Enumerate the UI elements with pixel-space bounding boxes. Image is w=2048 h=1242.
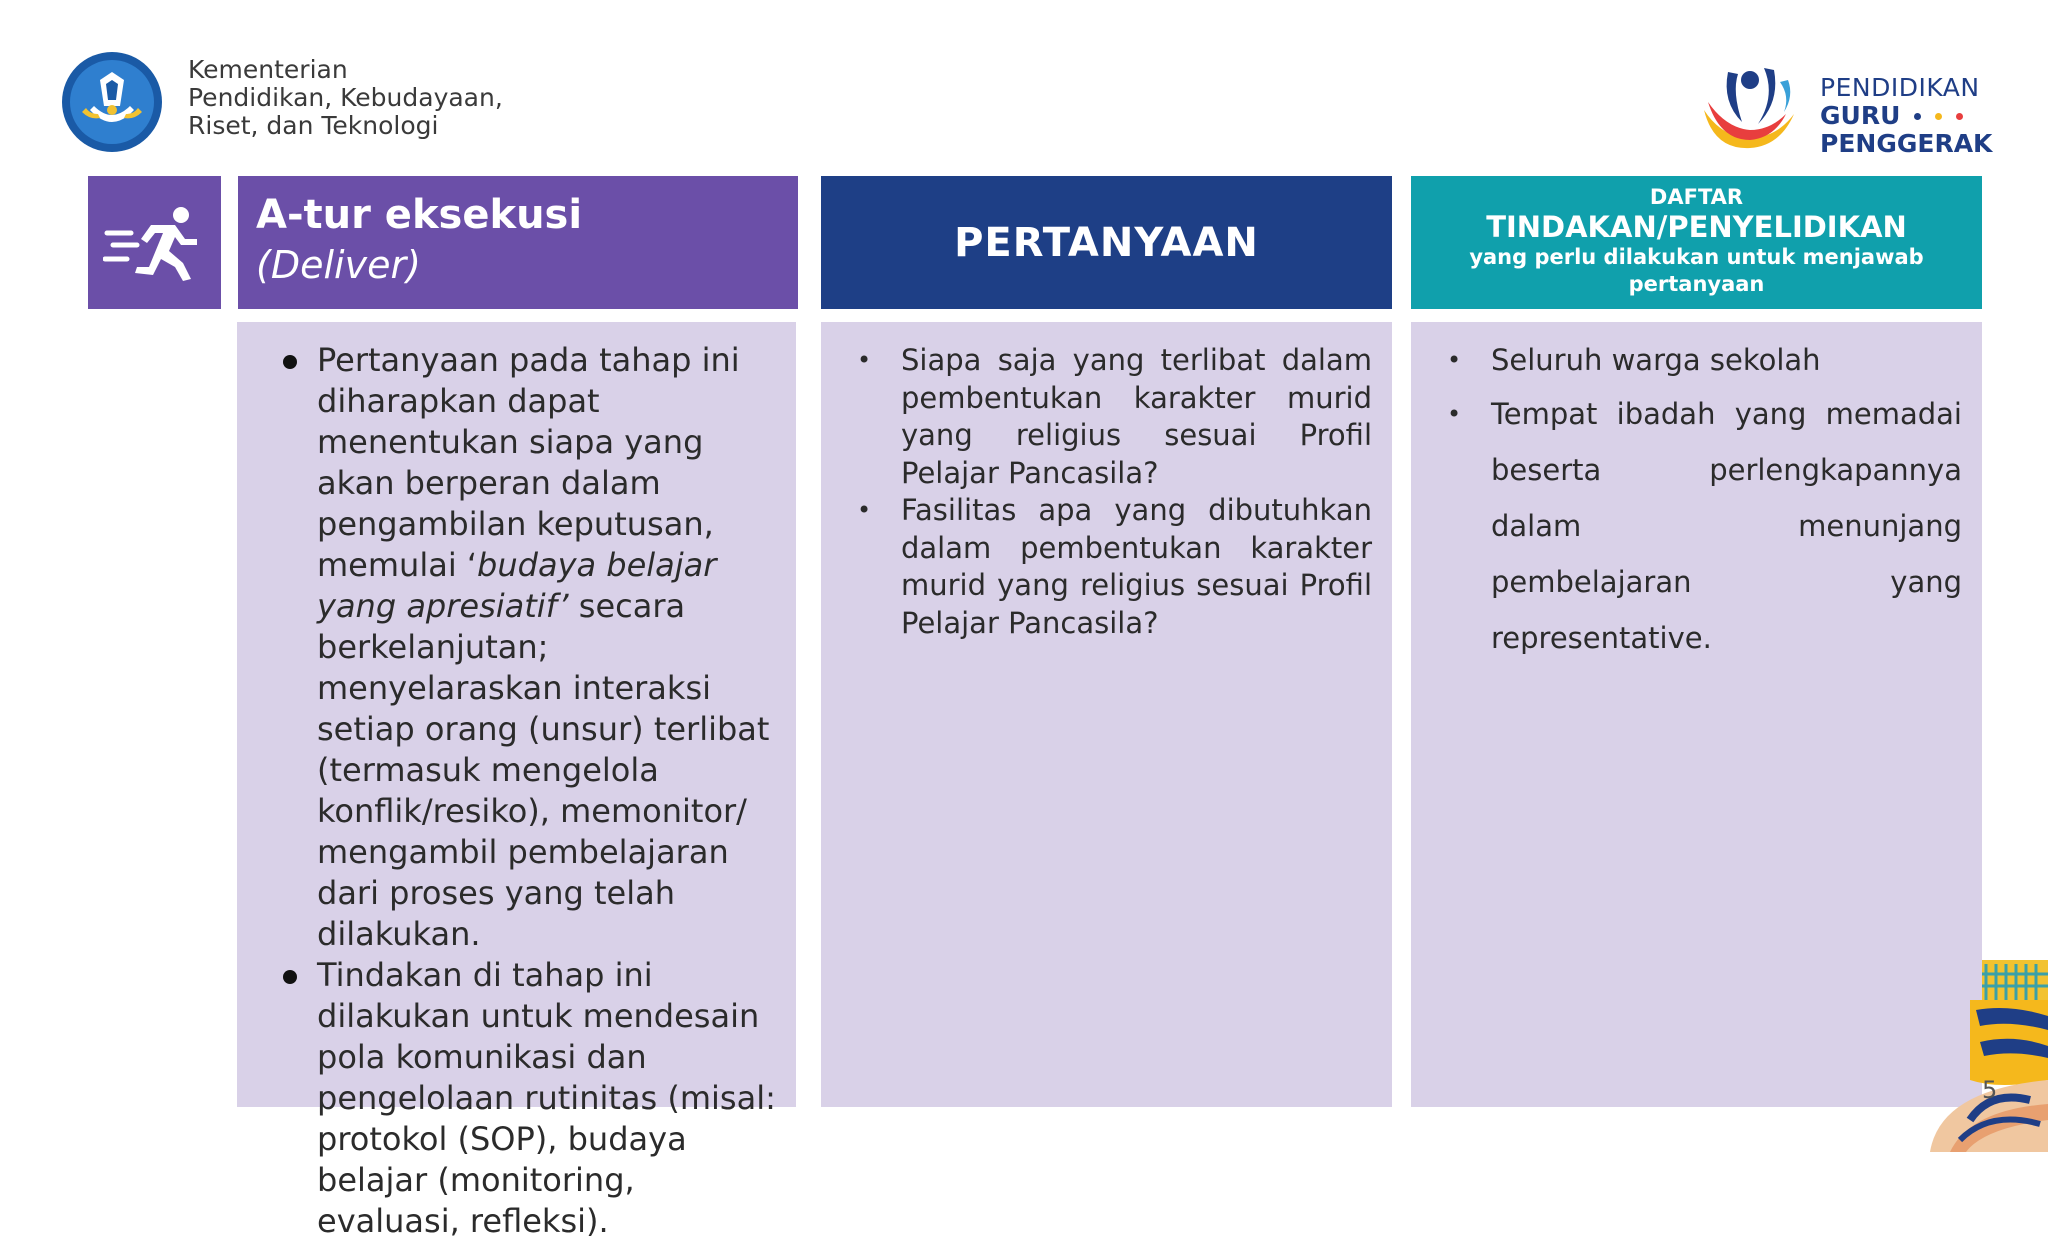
program-line-2 (1820, 102, 1992, 130)
question-bullet-1: • Siapa saja yang terlibat dalam pembentukan karakter murid yang religius sesuai Profil Pelajar Pancasila? (839, 342, 1372, 492)
ministry-line-2: Pendidikan, Kebudayaan, (188, 83, 503, 112)
ministry-line-3: Riset, dan Teknologi (188, 111, 439, 140)
stage-bullet-2: Tindakan di tahap ini dilakukan untuk mendesain pola komunikasi dan pengelolaan rutinitas (misal: protokol (SOP), budaya belajar (monitoring, evaluasi, refleksi). (257, 955, 778, 1242)
stage-bullet-1-italic: budaya belajar yang apresiatif’ (317, 546, 717, 625)
ministry-name (188, 56, 503, 140)
stage-bullet-1 (257, 340, 778, 955)
program-line-3: PENGGERAK (1820, 129, 1993, 158)
stage-bullet-1-part2: secara berkelanjutan; menyelaraskan interaksi setiap orang (unsur) terlibat (termasuk mengelola konflik/resiko), memonitor/ mengambil pembelajaran dari proses yang telah dilakukan. (317, 587, 770, 953)
stage-subtitle: (Deliver) (256, 243, 421, 287)
guru-penggerak-logo (1694, 62, 1804, 154)
stage-header (238, 176, 798, 309)
program-name (1820, 74, 1992, 158)
red-dot-icon (1956, 113, 1963, 120)
actions-header (1411, 176, 1982, 309)
stage-panel (237, 322, 796, 1240)
blue-dot-icon (1914, 113, 1921, 120)
stage-icon-box (88, 176, 221, 309)
actions-title-main: TINDAKAN/PENYELIDIKAN (1486, 210, 1907, 244)
questions-panel (821, 322, 1392, 1107)
actions-title-sub: yang perlu dilakukan untuk menjawab pertanyaan (1469, 245, 1924, 296)
actions-panel (1411, 322, 1982, 1107)
question-bullet-2: • Fasilitas apa yang dibutuhkan dalam pembentukan karakter murid yang religius sesuai Profil Pelajar Pancasila? (839, 492, 1372, 642)
kemendikbud-logo (60, 50, 164, 154)
page-number: 5 (1982, 1076, 1998, 1104)
action-bullet-1: • Seluruh warga sekolah (1429, 342, 1962, 380)
questions-title: PERTANYAAN (954, 219, 1259, 266)
actions-title-top: DAFTAR (1649, 185, 1744, 209)
program-line-1: PENDIDIKAN (1820, 73, 1980, 102)
ministry-line-1: Kementerian (188, 55, 348, 84)
running-person-icon (103, 203, 207, 283)
stage-bullet-list (257, 340, 778, 1242)
yellow-dot-icon (1935, 113, 1942, 120)
question-bullet-list (839, 342, 1372, 642)
program-line-2-text: GURU (1820, 101, 1901, 130)
questions-header (821, 176, 1392, 309)
stage-bullet-1-part1: Pertanyaan pada tahap ini diharapkan dapat menentukan siapa yang akan berperan dalam pengambilan keputusan, memulai ‘ (317, 341, 740, 584)
decorative-corner-pattern (1930, 960, 2048, 1152)
action-bullet-list (1429, 342, 1962, 666)
stage-title: A-tur eksekusi (256, 192, 583, 238)
action-bullet-2: • Tempat ibadah yang memadai beserta perlengkapannya dalam menunjang pembelajaran yang representative. (1429, 386, 1962, 666)
